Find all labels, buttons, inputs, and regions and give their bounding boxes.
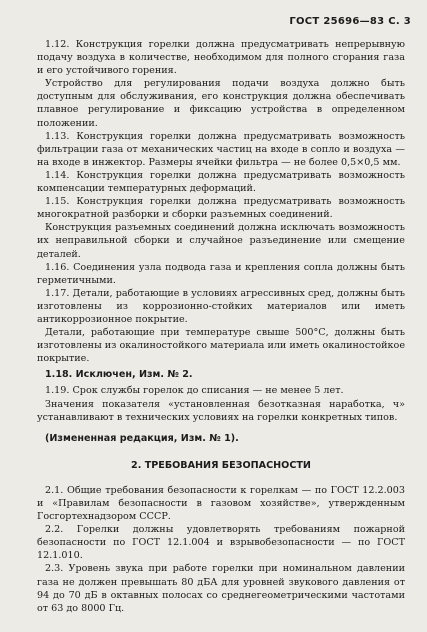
- paragraph-air-regulation: Устройство для регулирования подачи воздуха должно быть доступным для обслуживания, его конструкция должна обеспечивать плавное регулирование и фиксацию устройства в определенном положении.: [37, 78, 405, 129]
- paragraph-1-16: 1.16. Соединения узла подвода газа и крепления сопла должны быть герметичными.: [37, 261, 405, 286]
- page-header: ГОСТ 25696—83 С. 3: [289, 16, 411, 27]
- paragraph-1-19: 1.19. Срок службы горелок до списания — не менее 5 лет.: [45, 385, 344, 397]
- paragraph-1-12: 1.12. Конструкция горелки должна предусматривать непрерывную подачу воздуха в количестве, необходимом для полного сгорания газа и его устойчивого горения.: [37, 39, 405, 77]
- paragraph-2-3: 2.3. Уровень звука при работе горелки при номинальном давлении газа не должен превышать 80 дБА для уровней звукового давления от 94 до 70 дБ в октавных полосах со среднегеометрическими частотами от 63 до 8000 Гц.: [37, 563, 405, 614]
- edition-note: (Измененная редакция, Изм. № 1).: [45, 432, 239, 444]
- paragraph-1-15: 1.15. Конструкция горелки должна предусматривать возможность многократной разборки и сборки разъемных соединений.: [37, 196, 405, 221]
- paragraph-1-18-excluded: 1.18. Исключен, Изм. № 2.: [45, 369, 193, 381]
- paragraph-2-2: 2.2. Горелки должны удовлетворять требованиям пожарной безопасности по ГОСТ 12.1.004 и взрывобезопасности — по ГОСТ 12.1.010.: [37, 524, 405, 562]
- document-body: [37, 38, 405, 615]
- paragraph-joints: Конструкция разъемных соединений должна исключать возможность их неправильной сборки и случайное разъединение или смещение деталей.: [37, 222, 405, 260]
- paragraph-high-temp: Детали, работающие при температуре свыше 500°С, должны быть изготовлены из окалиностойкого материала или иметь окалиностойкое покрытие.: [37, 327, 405, 365]
- paragraph-1-14: 1.14. Конструкция горелки должна предусматривать возможность компенсации температурных деформаций.: [37, 169, 405, 195]
- paragraph-1-17: 1.17. Детали, работающие в условиях агрессивных сред, должны быть изготовлены из коррозионно-стойких материалов или иметь антикоррозионное покрытие.: [37, 287, 405, 325]
- section-title: 2. ТРЕБОВАНИЯ БЕЗОПАСНОСТИ: [131, 459, 311, 471]
- paragraph-reliability: Значения показателя «установленная безотказная наработка, ч» устанавливают в технических условиях на горелки конкретных типов.: [37, 398, 405, 423]
- paragraph-1-13: 1.13. Конструкция горелки должна предусматривать возможность фильтрации газа от механических частиц на входе в сопло и воздуха — на входе в инжектор. Размеры ячейки фильтра — не более 0,5×0,5 мм.: [37, 130, 405, 168]
- paragraph-2-1: 2.1. Общие требования безопасности к горелкам — по ГОСТ 12.2.003 и «Правилам безопасности в газовом хозяйстве», утвержденным Госгортехнадзором СССР.: [37, 484, 405, 523]
